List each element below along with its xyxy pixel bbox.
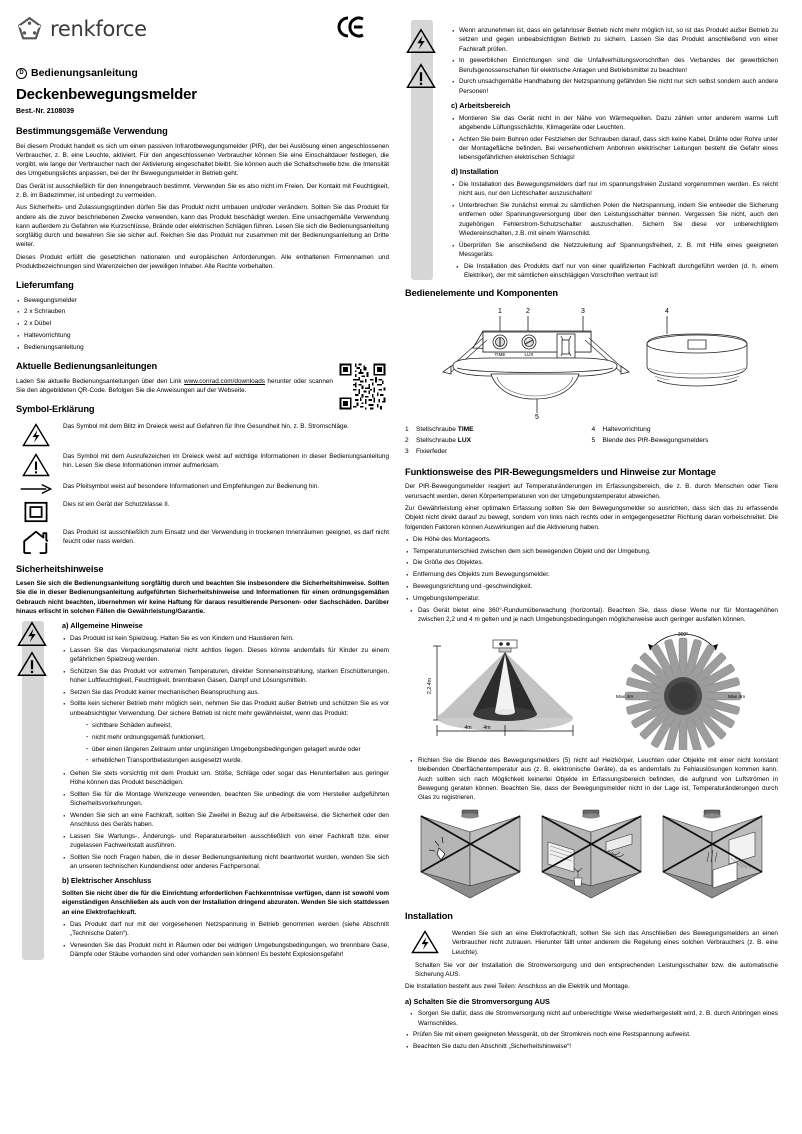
component-number: 1 [405, 425, 409, 433]
symbol-text: Das Symbol mit dem Ausrufezeichen im Dreieck weist auf wichtige Informationen in dieser Bedienungsanleitung hin. Lesen Sie diese Informationen immer aufmerksam. [63, 452, 389, 469]
list-item: · Die Installation des Bewegungsmelders darf nur im spannungsfreien Zustand vorgenommen werden. Es reicht nicht aus, nur den Lichtschalter auszuschalten! [451, 180, 778, 199]
section-heading-function: Funktionsweise des PIR-Bewegungsmelders und Hinweise zur Montage [405, 466, 716, 477]
downloads-link[interactable]: www.conrad.com/downloads [183, 377, 265, 385]
section-heading-symbols: Symbol-Erklärung [16, 404, 95, 415]
component-label: Stellschraube [416, 436, 458, 444]
component-list-right [592, 425, 779, 458]
safety-subheading-b: b) Elektrischer Anschluss [62, 876, 152, 886]
section-heading-intended-use: Bestimmungsgemäße Verwendung [16, 126, 168, 137]
installation-subheading-a: a) Schalten Sie die Stromversorgung AUS [405, 996, 550, 1006]
list-item: · Die Größe des Objektes. [405, 558, 778, 567]
angle-label: 360° [677, 632, 689, 639]
list-item: · Das Gerät bietet eine 360°-Rundumüberwachung (horizontal). Beachten Sie, dass diese Werte nur für Montagehöhen zwischen 2,2 und 4 m gelten und je nach Umgebungsbedingungen möglicherweise auch geringer ausfallen können. [405, 606, 778, 625]
component-item [405, 436, 592, 446]
safety-warning-block-cont [405, 20, 778, 280]
function-factor-list [405, 535, 778, 624]
list-item: - sichtbare Schäden aufweist, [84, 721, 389, 730]
list-item: · Prüfen Sie mit einem geeigneten Messgerät, ob der Stromkreis noch eine Restspannung aufweist. [405, 1030, 778, 1039]
section-heading-current-manuals: Aktuelle Bedienungsanleitungen [16, 361, 158, 372]
house-icon [16, 528, 56, 555]
intended-use-p4: Dieses Produkt erfüllt die gesetzlichen nationalen und europäischen Anforderungen. Alle enthaltenen Firmennamen und Produktbezeichnungen sind Warenzeichen der jeweiligen Inhaber. Alle Rechte vorbehalten. [16, 253, 389, 270]
bad-placement-figures [405, 806, 778, 902]
component-item [405, 447, 592, 457]
range-label-right: 4m [483, 725, 491, 732]
safety-c-list [451, 114, 778, 163]
list-item: - erheblichen Transportbelastungen ausgesetzt wurde. [84, 756, 389, 765]
range-label-left: 4m [464, 725, 472, 732]
symbol-entry-exclamation [16, 452, 389, 477]
safety-b-list-col2 [451, 20, 778, 96]
alignment-note-list [405, 756, 778, 802]
list-item: · Gehen Sie stets vorsichtig mit dem Produkt um. Stöße, Schläge oder sogar das Herunterfallen aus geringer Höhe können das Produkt beschädigen. [62, 769, 389, 788]
component-number: 3 [405, 447, 409, 455]
component-label-strong: TIME [457, 425, 474, 433]
section-heading-safety: Sicherheitshinweise [16, 563, 104, 574]
detection-top-view-diagram [598, 628, 768, 750]
component-number: 2 [405, 436, 409, 444]
detection-side-view-diagram [415, 628, 590, 750]
list-item: · Sorgen Sie dafür, dass die Stromversorgung nicht auf unberechtigte Weise wiederhergestellt wird, z. B. durch Anbringen eines Warnschildes. [405, 1009, 778, 1028]
doc-type-label: Bedienungsanleitung [31, 67, 138, 79]
order-number: Best.-Nr. 2108039 [16, 107, 74, 115]
heater-tv-bad-icon [655, 806, 770, 902]
list-item: · Überprüfen Sie anschließend die Netzzuleitung auf Spannungsfreiheit, z. B. mit Hilfe eines geeigneten Messgeräts. [451, 241, 778, 260]
lightning-triangle-icon [16, 422, 56, 447]
symbol-entry-lightning [16, 422, 389, 447]
current-manuals-text [16, 377, 389, 396]
list-item: · Die Höhe des Montageorts. [405, 535, 778, 544]
list-item: · Verwenden Sie das Produkt nicht in Räumen oder bei widrigen Umgebungsbedingungen, wo brennbare Gase, Dämpfe oder Stäube vorhanden sind oder vorhanden sein können! Es besteht Explosionsgefahr! [62, 941, 389, 960]
lightning-triangle-icon [17, 621, 59, 647]
list-item: · Bedienungsanleitung [16, 343, 389, 352]
callout-1: 1 [498, 307, 502, 315]
component-label-strong: LUX [457, 436, 471, 444]
renkforce-pentagon-icon [16, 16, 43, 43]
list-item: · 2 x Dübel [16, 319, 389, 328]
list-item: · Wenden Sie sich an eine Fachkraft, sollten Sie Zweifel in Bezug auf die Arbeitsweise, die Sicherheit oder den Anschluss des Geräts haben. [62, 811, 389, 830]
list-item: · Das Produkt ist kein Spielzeug. Halten Sie es von Kindern und Haustieren fern. [62, 634, 389, 643]
doc-type-row [16, 66, 389, 81]
lamp-bad-icon [413, 806, 528, 902]
safety-subheading-d: d) Installation [451, 167, 499, 177]
left-column [16, 14, 389, 1124]
component-number: 4 [591, 425, 596, 433]
component-number: 5 [591, 436, 596, 444]
list-item: · Schützen Sie das Produkt vor extremen Temperaturen, direkter Sonneneinstrahlung, starken Erschütterungen, hoher Luftfeuchtigkeit, Feuchtigkeit, brennbaren Gasen, Dampf und Lösungsmitteln. [62, 667, 389, 686]
list-item: · Lassen Sie Wartungs-, Änderungs- und Reparaturarbeiten ausschließlich von einer Fachkraft bzw. einer zugelassen Fachwerkstatt ausführen. [62, 832, 389, 851]
section-heading-installation: Installation [405, 911, 453, 922]
safety-a-list [62, 634, 389, 718]
list-item: · Sollten Sie für die Montage Werkzeuge verwenden, beachten Sie unbedingt die vom Hersteller aufgeführten Sicherheitsvorkehrungen. [62, 790, 389, 809]
list-item: · Achten Sie beim Bohren oder Festziehen der Schrauben darauf, dass sich keine Kabel, Drähte oder Rohre unter der Montagefläche befinden. Bei versehentlichem Anbohren elektrischer Leitungen besteht die Gefahr eines lebensgefährlichen elektrischen Schlags! [451, 135, 778, 163]
exclamation-triangle-icon [406, 63, 448, 89]
manuals-text-before: Laden Sie aktuelle Bedienungsanleitungen über den Link [16, 377, 184, 385]
max-left-label: Max 4m [616, 695, 634, 701]
component-list-left [405, 425, 592, 458]
function-p1: Der PIR-Bewegungsmelder reagiert auf Temperaturänderungen im Erfassungsbereich, die z. B. durch Menschen oder Tiere verursacht werden, deren Körpertemperaturen von der Umgebungstemperatur abweichen. [405, 483, 778, 500]
installation-parts-note: Die Installation besteht aus zwei Teilen: Anschluss an die Elektrik und Montage. [405, 983, 630, 991]
list-item: · 2 x Schrauben [16, 307, 389, 316]
list-item: · In gewerblichen Einrichtungen sind die Unfallverhütungsvorschriften des Verbandes der gewerblichen Berufsgenossenschaften für elektrische Anlagen und Betriebsmittel zu beachten! [451, 56, 778, 75]
list-item: · Durch unsachgemäße Handhabung der Netzspannung gefährden Sie nicht nur sich selbst sondern auch andere Personen! [451, 77, 778, 96]
safety-b-list [62, 920, 389, 960]
brand-name: renkforce [50, 17, 147, 41]
list-item: · Beachten Sie dazu den Abschnitt „Sicherheitshinweise“! [405, 1042, 778, 1051]
arrow-right-icon [16, 482, 56, 495]
safety-subheading-c: c) Arbeitsbereich [451, 100, 511, 110]
installation-arrow-note: Schalten Sie vor der Installation die Stromversorgung und den entsprechenden Leistungsschalter bzw. die automatische Sicherung AUS. [415, 961, 778, 979]
list-item: · Montieren Sie das Gerät nicht in der Nähe von Wärmequellen. Dazu zählen unter anderem warme Luft abgebende Lüftungsschächte, Klimageräte oder Leuchten. [451, 114, 778, 133]
max-right-label: Max 4m [728, 695, 746, 701]
brand-header [16, 14, 389, 60]
callout-2: 2 [526, 307, 530, 315]
exclamation-triangle-icon [16, 452, 56, 477]
list-item: · Das Produkt darf nur mit der vorgesehenen Netzspannung in Betrieb genommen werden (siehe Abschnitt „Technische Daten“). [62, 920, 389, 939]
exclamation-triangle-icon [17, 651, 59, 677]
installation-warning-text: Wenden Sie sich an eine Elektrofachkraft, sollten Sie sich das Anschließen des Bewegungsmelders an einen Verbraucher nicht zutrauen. Hierunter fällt unter anderem die Regelung eines solchen Verbrauchers (z. B. eine Leuchte). [452, 929, 778, 956]
height-label: 2,2-4m [427, 678, 433, 695]
list-item: - über einen längeren Zeitraum unter ungünstigen Umgebungsbedingungen gelagert wurde oder [84, 745, 389, 754]
intended-use-p3: Aus Sicherheits- und Zulassungsgründen dürfen Sie das Produkt nicht umbauen und/oder verändern. Sollten Sie das Produkt für andere als die zuvor beschriebenen Zwecke verwenden, kann das Produkt beschädigt werden. Eine unsachgemäße Verwendung kann außerdem zu Gefahren wie Kurzschlüsse, Brände oder elektrischen Schlägen führen. Lesen Sie sich die Bedienungsanleitung sorgfältig durch und bewahren Sie sie sicher auf. Reichen Sie das Produkt nur zusammen mit der Bedienungsanleitung an Dritte weiter. [16, 204, 389, 249]
lightning-triangle-icon [405, 929, 445, 954]
safety-b-intro: Sollten Sie nicht über die für die Einrichtung erforderlichen Fachkenntnisse verfügen, dann ist sowohl vom eigenständigen Anschließen als auch von der Installation dringend abzuraten. Wenden Sie sich stattdessen an eine Elektrofachkraft. [62, 890, 389, 916]
function-p2: Zur Gewährleistung einer optimalen Erfassung sollten Sie den Bewegungsmelder so ausrichten, dass sich das zu erfassende Objekt nicht direkt darauf zu bewegt, sondern von links nach rechts oder in entgegengesetzter Richtung daran vorbeischreitet. Die folgenden Faktoren können Auswirkungen auf die Aktivierung haben. [405, 504, 778, 531]
symbol-entry-arrow [16, 482, 389, 495]
list-item: · Setzen Sie das Produkt keiner mechanischen Beanspruchung aus. [62, 688, 389, 697]
detection-figures [405, 628, 778, 750]
logo [16, 14, 147, 44]
safety-subheading-a: a) Allgemeine Hinweise [62, 621, 143, 631]
scope-list [16, 296, 389, 352]
component-label: Blende des PIR-Bewegungsmelders [602, 436, 709, 444]
intended-use-p1: Bei diesem Produkt handelt es sich um einen passiven Infrarotbewegungsmelder (PIR), der bei Auslösung einen angeschlossenen Verbraucher, z. B. eine Leuchte, aktiviert. Für den angeschlossenen Verbraucher können Sie eine Einschaltdauer festlegen, die vorgibt, wie lange der Verbraucher nach der Aktivierung eingeschaltet bleibt. Sie können auch die Schaltschwelle bzw. die Intensität des Umgebungslichts anpassen, bei der Ihr Bewegungsmelder in Betrieb geht. [16, 142, 389, 178]
warning-icons [406, 20, 448, 93]
safety-intro: Lesen Sie sich die Bedienungsanleitung sorgfältig durch und beachten Sie insbesondere die Sicherheitshinweise. Sollten Sie die in dieser Bedienungsanleitung aufgeführten Sicherheitshinweise und Informationen für einen ordnungsgemäßen Gebrauch nicht beachten, übernehmen wir keine Haftung für daraus resultierende Personen- oder Sachschäden. Darüber hinaus erlischt in solchen Fällen die Gewährleistung/Garantie. [16, 580, 389, 615]
lightning-triangle-icon [406, 28, 448, 54]
component-label: Stellschraube [416, 425, 458, 433]
component-figure [405, 304, 778, 422]
symbol-entry-class2 [16, 500, 389, 523]
safety-a-sublist [62, 721, 389, 766]
safety-a-list-cont [62, 769, 389, 872]
callout-4: 4 [665, 307, 669, 315]
symbol-entry-indoor [16, 528, 389, 555]
installation-warning [405, 929, 778, 957]
component-item [405, 425, 592, 435]
manuals-text-after: herunter oder scannen Sie den abgebildeten QR-Code. Befolgen Sie die Anweisungen auf der Webseite. [16, 377, 333, 394]
qr-code-icon [338, 362, 387, 411]
list-item: · Sollten Sie noch Fragen haben, die in dieser Bedienungsanleitung nicht beantwortet wurden, wenden Sie sich an unseren technischen Kundendienst oder anderes Fachpersonal. [62, 853, 389, 872]
list-item: - nicht mehr ordnungsgemäß funktioniert, [84, 733, 389, 742]
list-item: · Unterbrechen Sie zunächst einmal zu sämtlichen Polen die Netzspannung, indem Sie entweder die Sicherung entfernen oder Spannungsversorgung über den Leistungsschalter trennen. Vergessen Sie nicht, auch den zugehörigen Fehlerstrom-Schutzschalter auszuschalten. Sichern Sie diese vor unberechtigtem Wiedereinschalten, z.B. mit einem Warnschild. [451, 201, 778, 238]
installation-a-list [405, 1009, 778, 1051]
component-list [405, 425, 778, 458]
page-title: Deckenbewegungsmelder [16, 86, 197, 104]
double-square-icon [16, 500, 56, 523]
current-manuals-block [16, 360, 389, 395]
time-dial-label: TIME [494, 351, 506, 357]
symbol-text: Das Symbol mit dem Blitz im Dreieck weist auf Gefahren für Ihre Gesundheit hin, z. B. Stromschläge. [63, 422, 349, 430]
component-item [592, 436, 779, 446]
list-item: · Haltevorrichtung [16, 331, 389, 340]
list-item: · Entfernung des Objekts zum Bewegungsmelder. [405, 570, 778, 579]
symbol-text: Dies ist ein Gerät der Schutzklasse II. [63, 500, 170, 508]
safety-d-list [451, 180, 778, 280]
component-label: Fixierfeder [416, 447, 448, 455]
symbol-text: Das Pfeilsymbol weist auf besondere Informationen und Empfehlungen zur Bedienung hin. [63, 482, 320, 490]
component-label: Haltevorrichtung [602, 425, 651, 433]
list-item: · Richten Sie die Blende des Bewegungsmelders (5) nicht auf Heizkörper, Leuchten oder Objekte mit einer nicht konstant bleibenden Oberflächentemperatur aus (z. B. elektronische Geräte), da es andernfalls zu Fehlauslösungen kommen kann. Auch sollten sich nach Möglichkeit keinerlei Objekte im Erfassungsbereich befinden, die aufgrund von Luftströmen in Bewegung geraten können. Beachten Sie, dass der Bewegungsmelder nicht in der Lage ist, Temperaturänderungen durch Glas zu registrieren. [405, 756, 778, 802]
callout-5: 5 [535, 413, 539, 421]
list-item: · Temperaturunterschied zwischen dem sich bewegenden Objekt und der Umgebung. [405, 547, 778, 556]
list-item: · Bewegungsrichtung und -geschwindigkeit. [405, 582, 778, 591]
lux-dial-label: LUX [524, 351, 534, 357]
list-item: · Wenn anzunehmen ist, dass ein gefahrloser Betrieb nicht mehr möglich ist, so ist das Produkt außer Betrieb zu setzen und gegen unbeabsichtigten Betrieb zu sichern. Lassen Sie das Produkt anschließend von einer Fachkraft prüfen. [451, 26, 778, 54]
callout-3: 3 [581, 307, 585, 315]
component-item [592, 425, 779, 435]
right-column [405, 14, 778, 1124]
language-badge: D [16, 68, 27, 79]
list-item: · Die Installation des Produkts darf nur von einer qualifizierten Fachkraft durchgeführt werden (d. h. einem Elektriker), der mit sämtlichen einschlägigen Vorschriften vertraut ist! [451, 262, 778, 281]
intended-use-p2: Das Gerät ist ausschließlich für den Innengebrauch bestimmt. Verwenden Sie es also nicht im Freien. Der Kontakt mit Feuchtigkeit, z. B. im Badezimmer, ist unbedingt zu vermeiden. [16, 182, 389, 199]
list-item: · Umgebungstemperatur. [405, 594, 778, 603]
list-item: · Bewegungsmelder [16, 296, 389, 305]
symbol-text: Das Produkt ist ausschließlich zum Einsatz und der Verwendung in trockenen Innenräumen geeignet, es darf nicht feucht oder nass werden. [63, 528, 389, 545]
warning-icons [17, 621, 59, 681]
ce-mark-icon [335, 16, 389, 38]
safety-warning-block [16, 621, 389, 959]
section-heading-components: Bedienelemente und Komponenten [405, 288, 558, 299]
list-item: · Lassen Sie das Verpackungsmaterial nicht achtlos liegen. Dieses könnte andernfalls für Kinder zu einem gefährlichen Spielzeug werden. [62, 646, 389, 665]
window-ac-bad-icon [534, 806, 649, 902]
section-heading-scope: Lieferumfang [16, 280, 74, 291]
list-item: · Sollte kein sicherer Betrieb mehr möglich sein, nehmen Sie das Produkt außer Betrieb und schützen Sie es vor unbeabsichtigter Verwendung. Der sichere Betrieb ist nicht mehr gewährleistet, wenn das Produkt: [62, 699, 389, 718]
